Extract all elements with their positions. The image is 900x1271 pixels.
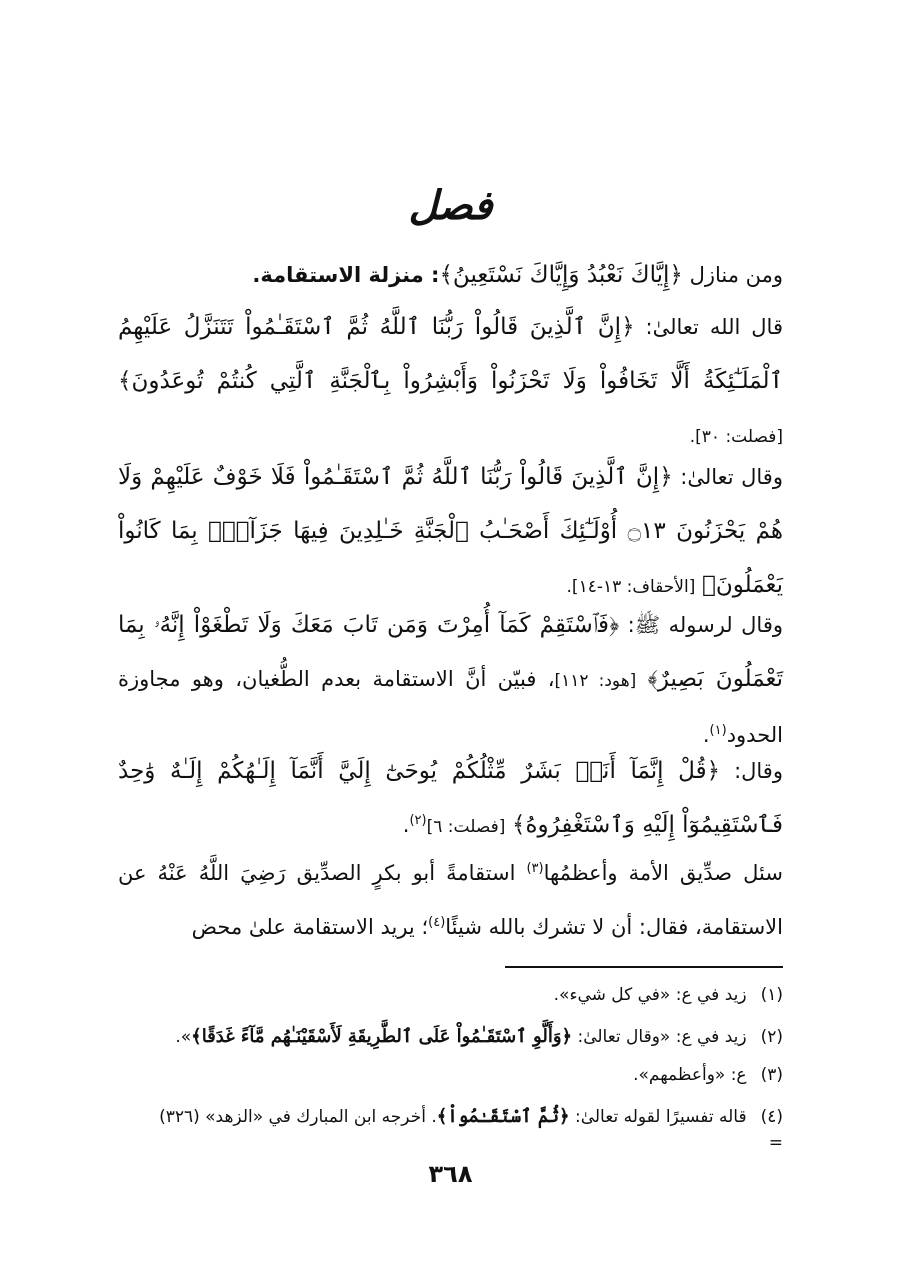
- text: .: [702, 723, 710, 747]
- verse-reference: [هود: ١١٢]: [554, 671, 637, 691]
- book-page: [118, 0, 783, 1271]
- footnote-number: (٣): [760, 1065, 783, 1085]
- footnote-marker[interactable]: (١): [709, 723, 727, 738]
- text: ومن منازل: [689, 263, 783, 287]
- quran-verse: ﴿وَأَلَّوِ ٱسْتَقَـٰمُواْ عَلَى ٱلطَّرِيقَةِ لَأَسْقَيْنَـٰهُم مَّآءً غَدَقًا﴾: [191, 1026, 573, 1047]
- footnote-2: [118, 1022, 783, 1052]
- footnote-1: [118, 980, 783, 1010]
- footnote-text: زيد في ع: «في كل شيء».: [553, 985, 747, 1005]
- footnote-3: [118, 1060, 783, 1090]
- text: .: [402, 813, 410, 837]
- footnote-number: (٤): [760, 1107, 783, 1127]
- footnote-text: زيد في ع: «وقال تعالىٰ:: [577, 1027, 747, 1047]
- paragraph-3: [118, 450, 783, 614]
- text: وقال تعالىٰ:: [680, 465, 783, 489]
- verse-reference: [فصلت: ٦]: [426, 817, 506, 837]
- footnote-number: (١): [760, 985, 783, 1005]
- continuation-mark: =: [768, 1133, 783, 1153]
- text: وقال لرسوله ﷺ:: [627, 613, 783, 637]
- footnote-marker[interactable]: (٤): [428, 915, 446, 930]
- text: ، فبيّن أنَّ الاستقامة بعدم الطُّغيان، وهو مجاوزة الحدود: [118, 667, 783, 747]
- paragraph-4: [118, 598, 783, 762]
- footnote-marker[interactable]: (٢): [409, 813, 427, 828]
- text: سئل صدِّيق الأمة وأعظمُها: [543, 861, 783, 885]
- quran-verse: ﴿إِنَّ ٱلَّذِينَ قَالُواْ رَبُّنَا ٱللَّهُ ثُمَّ ٱسْتَقَـٰمُواْ فَلَا خَوْفٌ عَلَيْهِمْ وَلَا هُمْ يَحْزَنُونَ ۝١٣ أُوْلَـٰٓئِكَ أَصْحَـٰبُ ٱلْجَنَّةِ خَـٰلِدِينَ فِيهَا جَزَآءًۢ بِمَا كَانُواْ يَعْمَلُونَ﴾: [118, 464, 784, 598]
- text: وقال:: [734, 759, 783, 783]
- footnote-divider: [505, 966, 783, 968]
- footnote-4: [118, 1102, 783, 1154]
- paragraph-5: [118, 744, 783, 854]
- paragraph-6: [118, 846, 783, 954]
- section-title: فصل: [408, 182, 493, 229]
- quran-verse: ﴿إِيَّاكَ نَعْبُدُ وَإِيَّاكَ نَسْتَعِينُ﴾: [439, 262, 683, 288]
- text: ؛ يريد الاستقامة علىٰ محض: [191, 915, 429, 939]
- heading-text: : منزلة الاستقامة.: [252, 263, 440, 287]
- verse-reference: [الأحقاف: ١٣-١٤].: [566, 577, 696, 597]
- footnote-text: ع: «وأعظمهم».: [633, 1065, 747, 1085]
- quran-verse: ﴿قُلْ إِنَّمَآ أَنَا۠ بَشَرٌ مِّثْلُكُمْ يُوحَىٰٓ إِلَيَّ أَنَّمَآ إِلَـٰهُكُمْ إِلَـٰهٌ وَٰحِدٌ فَٱسْتَقِيمُوٓاْ إِلَيْهِ وَٱسْتَغْفِرُوهُ﴾: [118, 758, 783, 838]
- footnote-text: . أخرجه ابن المبارك في «الزهد» (٣٢٦): [159, 1107, 437, 1127]
- footnote-number: (٢): [760, 1027, 783, 1047]
- paragraph-2: [118, 300, 783, 464]
- footnote-text: قاله تفسيرًا لقوله تعالىٰ:: [574, 1107, 747, 1127]
- paragraph-1: [118, 248, 783, 302]
- verse-reference: [فصلت: ٣٠].: [689, 427, 783, 447]
- footnote-text: ».: [175, 1027, 192, 1047]
- text: قال الله تعالىٰ:: [645, 315, 783, 339]
- quran-verse: ﴿إِنَّ ٱلَّذِينَ قَالُواْ رَبُّنَا ٱللَّهُ ثُمَّ ٱسْتَقَـٰمُواْ تَتَنَزَّلُ عَلَيْهِمُ ٱلْمَلَـٰٓئِكَةُ أَلَّا تَخَافُواْ وَلَا تَحْزَنُواْ وَأَبْشِرُواْ بِٱلْجَنَّةِ ٱلَّتِي كُنتُمْ تُوعَدُونَ﴾: [118, 314, 783, 394]
- footnote-marker[interactable]: (٣): [526, 861, 544, 876]
- text: استقامةً أبو بكرٍ الصدِّيق رَضِيَ اللَّهُ عَنْهُ عن الاستقامة، فقال: أن لا تشرك بالله شيئًا: [118, 861, 783, 939]
- page-number: ٣٦٨: [428, 1160, 473, 1188]
- quran-verse: ﴿ثُمَّ ٱسْتَقَـٰمُواْ﴾: [436, 1106, 570, 1127]
- quran-verse: ﴿فَٱسْتَقِمْ كَمَآ أُمِرْتَ وَمَن تَابَ مَعَكَ وَلَا تَطْغَوْاْ إِنَّهُۥ بِمَا تَعْمَلُونَ بَصِيرٌ﴾: [118, 612, 783, 692]
